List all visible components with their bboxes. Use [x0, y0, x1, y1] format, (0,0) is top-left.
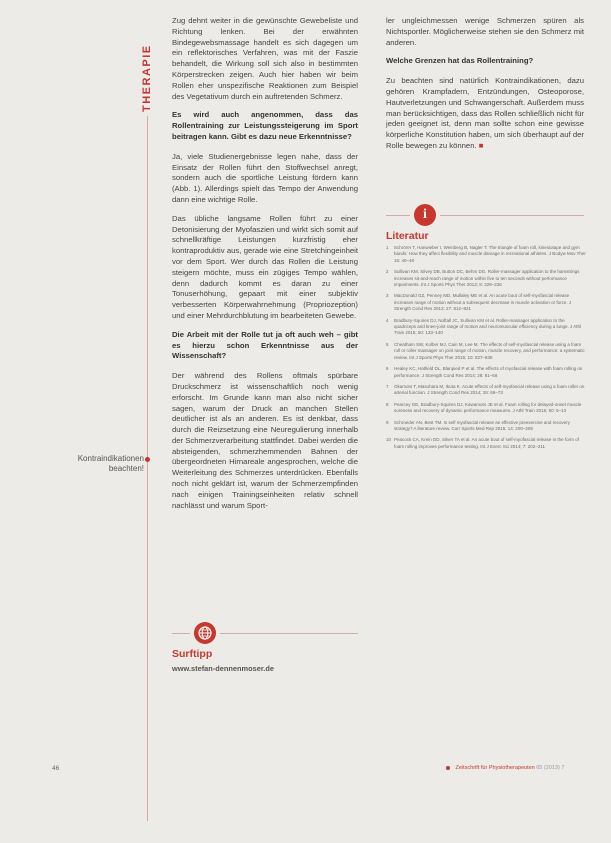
reference-number: 9: [386, 419, 389, 425]
reference-text: Cheatham SW, Kolber MJ, Cain M, Lee M. The effects of self-myofascial release using a foam roll or roller massager on joint range of motion, muscle recovery, and performance: a systematic review. Int J Sports Phys Ther 2015; 10: 827–838: [394, 341, 585, 360]
reference-item: [386, 420, 586, 433]
footer-publication-name: Zeitschrift für Physiotherapeuten: [455, 765, 535, 771]
reference-item: [386, 293, 586, 312]
divider-line-right: [220, 633, 358, 634]
divider-line-left: [172, 633, 190, 634]
reference-item: [386, 402, 586, 415]
page-number: 46: [52, 765, 60, 772]
interview-question: [386, 56, 584, 67]
interview-question: [172, 110, 358, 142]
reference-item: [386, 269, 586, 288]
paragraph-text: ler ungleichmessen wenige Schmerzen spüren als Nichtsportler. Möglicherweise stehen sie den Schmerz mit anderen.: [386, 16, 584, 47]
body-paragraph: [172, 214, 358, 322]
reference-item: [386, 384, 586, 397]
reference-text: Schrörer T, Hanwieber I, Weinberg B, Nagler T. The triangle of foam roll, kinesiotape and gym bands: How they affect flexibility and muscle damage in recreational athletes. J Bodyw Mov Ther 16: 40–48: [394, 245, 586, 263]
body-paragraph: [386, 16, 584, 48]
reference-number: 2: [386, 269, 389, 275]
reference-text: Okamoto T, Masuhara M, Ikuta K. Acute effects of self-myofascial release using a foam roller on arterial function. J Strength Cond Res 2014; 28: 69–73: [394, 383, 585, 396]
literature-heading: Literatur: [386, 230, 429, 242]
paragraph-text: Der während des Rollens oftmals spürbare Druckschmerz ist wissenschaftlich noch wenig erforscht. Im Grunde kann man also nicht sicher sagen, warum der Druck an manchen Stellen deutlicher ist als an anderen. Es ist denkbar, dass durch die Reizsetzung eine Neuregulierung innerhalb der Schmerzverarbeitung stattfindet. Dabei werden die absteigenden, schmerzhemmenden Bahnen der übergeordneten Hirnareale angesprochen, welche die Weiterleitung des Schmerzes unterdrücken. Ebenfalls noch nicht geklärt ist, warum der Schmerzempfinden nach einigen Trainingseinheiten relativ schnell nachlässt und warum Sport-: [172, 371, 358, 510]
body-paragraph: [172, 371, 358, 511]
paragraph-text: Ja, viele Studienergebnisse legen nahe, dass der Einsatz der Rollen führt den Stoffwechsel anregt, sondern auch die sportliche Leistung fördern kann (Abb. 1). Allerdings spielt das Tempo der Anwendung dann eine wichtige Rolle.: [172, 151, 358, 204]
reference-number: 6: [386, 366, 389, 372]
reference-number: 8: [386, 401, 389, 407]
reference-text: Bradbury-Squires DJ, Noftall JC, Sullivan KM et al. Roller-massager application to the quadriceps and knee-joint range of motion and neuromuscular efficiency during a lunge. J Athl Train 2015; 50: 133–140: [394, 317, 582, 336]
surftipp-link[interactable]: www.stefan-dennenmoser.de: [172, 664, 274, 673]
paragraph-text: Zug dehnt weiter in die gewünschte Gewebeliste und Richtung lenken. Bei der erwähnten Bindegewebsmassage handelt es sich dagegen um ein reflektorisches Verfahren, was mit der Faszie behandelt, die Wirkung soll sich also in bestimmten Körperstrecken zeigen. Auch hier haben wir beim Rollen eher unspezifische Reaktionen zum Beispiel des Vegetativum durch ein auftretenden Schmerz.: [172, 16, 358, 101]
footer-publication: [446, 765, 564, 771]
reference-number: 3: [386, 293, 389, 299]
reference-text: MacDonald GZ, Penney MD, Mullaley ME et al. An acute bout of self-myofascial release increases range of motion without a subsequent decrease in muscle activation or force. J Strength Cond Res 2013; 27: 812–821: [394, 293, 572, 312]
reference-number: 10: [386, 437, 392, 443]
reference-number: 7: [386, 383, 389, 389]
section-tag: THERAPIE: [141, 44, 153, 112]
reference-item: [386, 366, 586, 379]
margin-dot: [145, 457, 150, 462]
body-paragraph: [172, 152, 358, 206]
reference-text: Peacock CA, Krein DD, Silver TA et al. An acute bout of self-myofascial release in the form of foam rolling improves performance testing. Int J Exerc Sci 2014; 7: 202–211: [394, 437, 579, 449]
reference-list: [386, 245, 586, 455]
reference-item: [386, 437, 586, 450]
footer-dot: [446, 766, 450, 770]
literature-divider: [386, 204, 584, 226]
globe-icon: [194, 622, 216, 644]
reference-number: 5: [386, 341, 389, 347]
accent-line: [147, 116, 148, 821]
body-paragraph: [172, 16, 358, 102]
reference-text: Schroeder AN, Best TM. Is self myofascial release an effective preexercise and recovery strategy? A literature review. Curr Sports Med Rep 2015; 14: 200–208: [394, 419, 570, 431]
reference-number: 1: [386, 245, 389, 250]
paragraph-text: Es wird auch angenommen, dass das Rollentraining zur Leistungssteigerung im Sport beitragen kann. Gibt es dazu neue Erkenntnisse?: [172, 110, 358, 141]
paragraph-text: Zu beachten sind natürlich Kontraindikationen, dazu gehören Krampfadern, Entzündungen, Osteoporose, Hautverletzungen und Schwangerschaft. Außerdem muss man berücksichtigen, dass das Rollen schließlich nicht für jeden geeignet ist, denn man sollte schon eine gewisse körperliche Konstitution haben, um sich überhaupt auf der Rolle bewegen zu können.: [386, 76, 584, 150]
paragraph-text: Welche Grenzen hat das Rollentraining?: [386, 56, 534, 66]
text-column-right: [386, 16, 584, 160]
body-paragraph: [386, 76, 584, 152]
surftipp-divider: [172, 622, 358, 644]
end-mark: ■: [478, 140, 484, 150]
reference-text: Pearcey GE, Bradbury-Squires DJ, Kawamoto JE et al. Foam rolling for delayed-onset muscle soreness and recovery of dynamic performance measures. J Athl Train 2015; 50: 5–13: [394, 401, 582, 414]
paragraph-text: Die Arbeit mit der Rolle tut ja oft auch weh – gibt es hierzu schon Erkenntnisse aus der Wissenschaft?: [172, 329, 358, 361]
reference-item: [386, 318, 586, 337]
reference-text: Healey KC, Hatfield DL, Blanpied P et al. The effects of myofascial release with foam rolling on performance. J Strength Cond Res 2014; 28: 61–68: [394, 366, 583, 378]
text-column-left: [172, 16, 358, 519]
reference-item: [386, 342, 586, 361]
divider-line-right: [440, 215, 584, 216]
paragraph-text: Das übliche langsame Rollen führt zu einer Detonisierung der Myofaszien und wirkt sich somit auf schnellkräftige Leistungen kurzfristig eher kontraproduktiv aus, gerade wie eine Stretchingeinheit vor dem Sport. Wer durch das Rollen die Leistung steigern möchte, muss ein zügiges Tempo wählen, denn dadurch kommt es daran zu einer Tonuserhöhung, gepaart mit einer subjektiv verbesserten Körperwahrnehmung (Propriozeption) und einer Mehrdurchblutung im bearbeiteten Gewebe.: [172, 213, 358, 320]
reference-number: 4: [386, 317, 389, 323]
info-icon: i: [414, 204, 436, 226]
footer-issue: 65 (2013) 7: [536, 765, 565, 771]
interview-question: [172, 330, 358, 362]
surftipp-heading: Surftipp: [172, 648, 213, 660]
margin-note: Kontraindikationen beachten!: [77, 454, 144, 473]
reference-text: Sullivan KM, Silvey DB, Button DC, Behm DG. Roller-massager application to the hamstrings increases sit-and-reach range of motion within five to ten seconds without performance impairments. Int J Sports Phys Ther 2013; 8: 228–236: [394, 269, 580, 288]
divider-line-left: [386, 215, 410, 216]
reference-item: [386, 245, 586, 264]
